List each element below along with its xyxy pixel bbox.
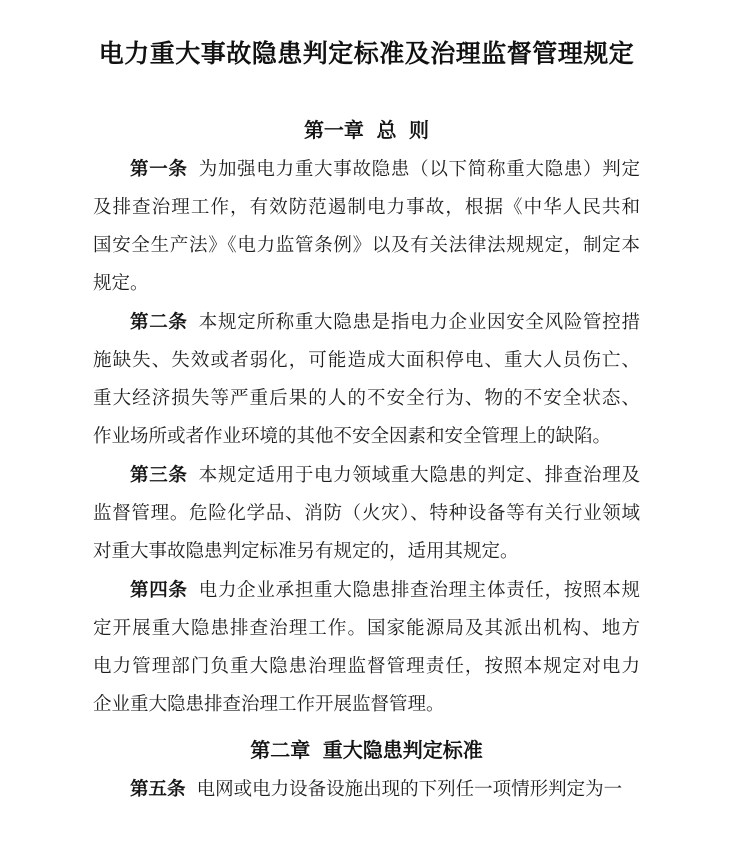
chapter-heading: 第一章 总 则 (303, 120, 430, 142)
article-paragraph (93, 303, 640, 456)
text-line: 规定。 (93, 274, 149, 294)
text-line: 监督管理。危险化学品、消防（火灾）、特种设备等有关行业领域 (93, 504, 640, 524)
text-line: 第四条 电力企业承担重大隐患排查治理主体责任，按照本规 (130, 579, 640, 601)
article-number: 第一条 (130, 158, 188, 179)
text-line: 第二条 本规定所称重大隐患是指电力企业因安全风险管控措 (130, 311, 640, 333)
article-paragraph (93, 456, 640, 571)
text-line: 第五条 电网或电力设备设施出现的下列任一项情形判定为一 (130, 778, 623, 800)
article-paragraph (93, 571, 640, 724)
text-line: 对重大事故隐患判定标准另有规定的，适用其规定。 (93, 542, 519, 562)
article-number: 第四条 (130, 579, 188, 600)
text-line: 国安全生产法》《电力监管条例》以及有关法律法规规定，制定本 (93, 236, 640, 256)
text-line: 第一条 为加强电力重大事故隐患（以下简称重大隐患）判定 (130, 158, 640, 180)
article-number: 第三条 (130, 464, 188, 485)
text-line: 重大经济损失等严重后果的人的不安全行为、物的不安全状态、 (93, 389, 640, 409)
text-line: 及排查治理工作，有效防范遏制电力事故，根据《中华人民共和 (93, 198, 640, 218)
chapter-heading: 第二章 重大隐患判定标准 (250, 740, 483, 762)
document-title: 电力重大事故隐患判定标准及治理监督管理规定 (98, 41, 635, 68)
article-number: 第二条 (130, 311, 188, 332)
text-line: 定开展重大隐患排查治理工作。国家能源局及其派出机构、地方 (93, 619, 640, 639)
text-line: 电力管理部门负重大隐患治理监督管理责任，按照本规定对电力 (93, 657, 640, 677)
document-body (93, 112, 640, 809)
text-line: 第三条 本规定适用于电力领域重大隐患的判定、排查治理及 (130, 464, 640, 486)
text-line: 作业场所或者作业环境的其他不安全因素和安全管理上的缺陷。 (93, 427, 612, 447)
article-number: 第五条 (130, 778, 186, 799)
article-paragraph (93, 150, 640, 303)
text-line: 施缺失、失效或者弱化，可能造成大面积停电、重大人员伤亡、 (93, 351, 640, 371)
text-line: 企业重大隐患排查治理工作开展监督管理。 (93, 695, 445, 715)
article-paragraph (93, 770, 640, 809)
